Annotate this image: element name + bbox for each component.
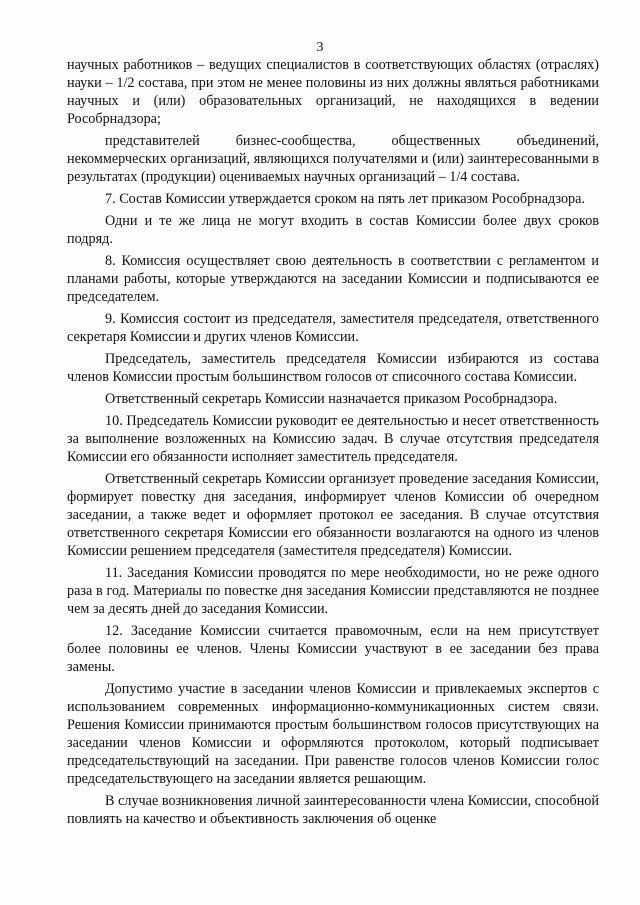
paragraph: 12. Заседание Комиссии считается правомочным, если на нем присутствует более половины ее членов. Члены Комиссии участвуют в ее заседании без права замены. [67,623,599,675]
paragraph: Ответственный секретарь Комиссии организует проведение заседания Комиссии, формирует повестку дня заседания, информирует членов Комиссии об очередном заседании, а также ведет и оформляет протокол ее заседания. В случае отсутствия ответственного секретаря Комиссии его обязанности возлагаются на одного из членов Комиссии решением председателя (заместителя председателя) Комиссии. [67,471,599,559]
paragraph: 10. Председатель Комиссии руководит ее деятельностью и несет ответственность за выполнение возложенных на Комиссию задач. В случае отсутствия председателя Комиссии его обязанности исполняет заместитель председателя. [67,413,599,465]
paragraph: В случае возникновения личной заинтересованности члена Комиссии, способной повлиять на качество и объективность заключения об оценке [67,793,599,827]
paragraph: 11. Заседания Комиссии проводятся по мере необходимости, но не реже одного раза в год. Материалы по повестке дня заседания Комиссии представляются не позднее чем за десять дней до заседания Комиссии. [67,565,599,617]
paragraph: Одни и те же лица не могут входить в состав Комиссии более двух сроков подряд. [67,213,599,247]
paragraph: Ответственный секретарь Комиссии назначается приказом Рособрнадзора. [105,391,558,407]
paragraph: 9. Комиссия состоит из председателя, заместителя председателя, ответственного секретаря Комиссии и других членов Комиссии. [67,311,599,345]
paragraph: 7. Состав Комиссии утверждается сроком на пять лет приказом Рособрнадзора. [105,191,585,207]
page-number: 3 [316,40,324,55]
paragraph: Председатель, заместитель председателя Комиссии избираются из состава членов Комиссии простым большинством голосов от списочного состава Комиссии. [67,351,599,385]
document-body [67,56,599,828]
paragraph: представителей бизнес-сообщества, общественных объединений, некоммерческих организаций, являющихся получателями и (или) заинтересованными в результатах (продукции) оцениваемых научных организаций – 1/4 состава. [67,133,599,185]
paragraph: научных работников – ведущих специалистов в соответствующих областях (отраслях) науки – 1/2 состава, при этом не менее половины из них должны являться работниками научных и (или) образовательных организаций, не находящихся в ведении Рособрнадзора; [67,57,599,127]
paragraph: 8. Комиссия осуществляет свою деятельность в соответствии с регламентом и планами работы, которые утверждаются на заседании Комиссии и подписываются ее председателем. [67,253,599,305]
paragraph: Допустимо участие в заседании членов Комиссии и привлекаемых экспертов с использованием современных информационно-коммуникационных систем связи. Решения Комиссии принимаются простым большинством голосов присутствующих на заседании членов Комиссии и оформляются протоколом, который подписывает председательствующий на заседании. При равенстве голосов членов Комиссии голос председательствующего на заседании является решающим. [67,681,599,787]
